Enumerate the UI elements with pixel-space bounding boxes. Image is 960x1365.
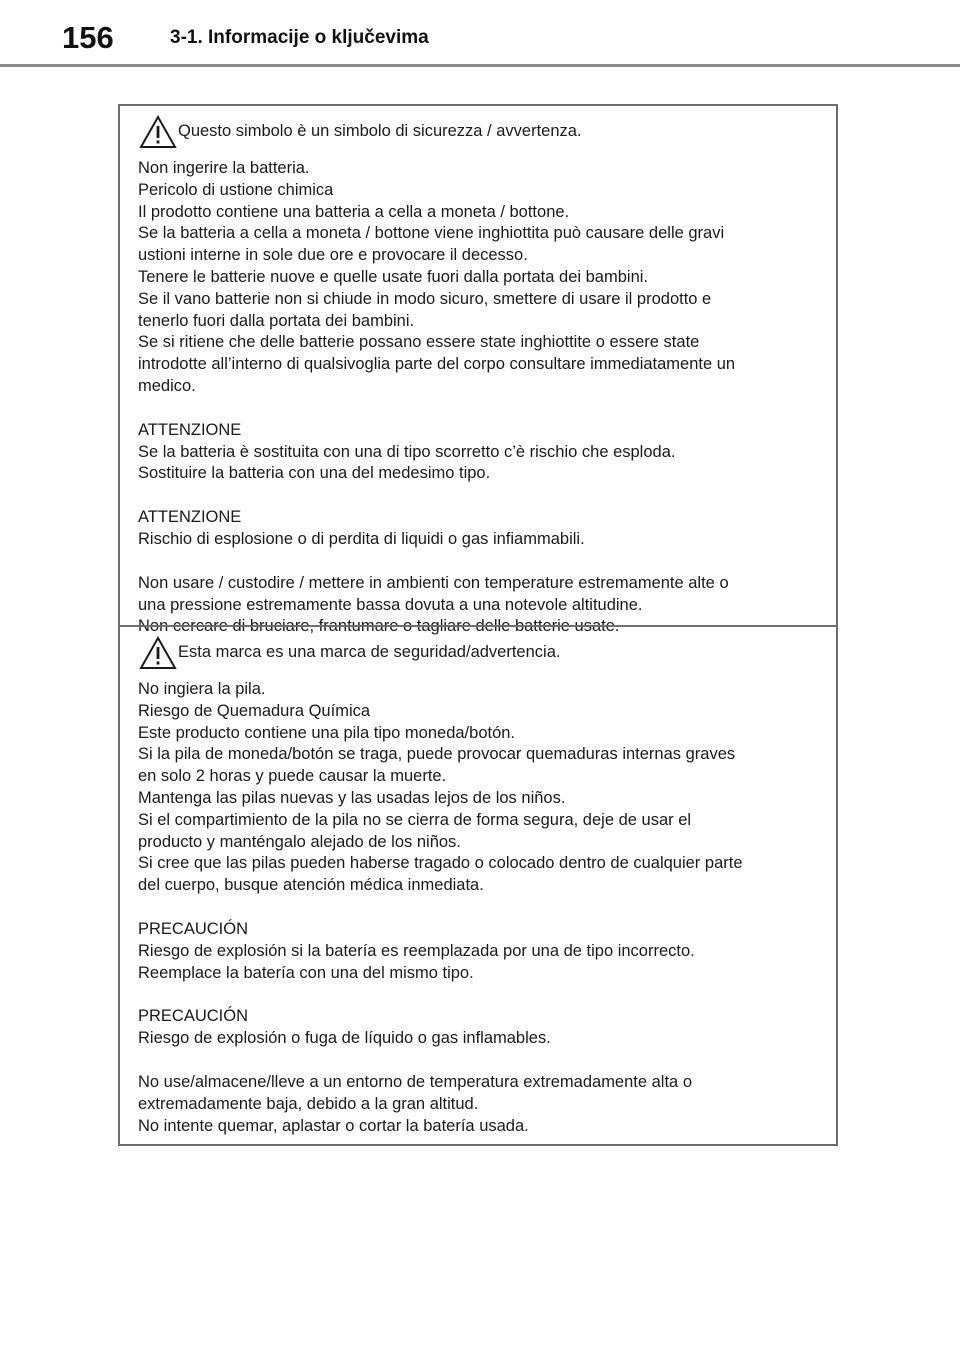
text-line: una pressione estremamente bassa dovuta a una notevole altitudine.: [138, 595, 643, 614]
page-header: [0, 0, 960, 68]
text-line: Este producto contiene una pila tipo moneda/botón.: [138, 723, 516, 742]
spanish-symbol-text: Esta marca es una marca de seguridad/advertencia.: [178, 643, 561, 661]
text-line: No intente quemar, aplastar o cortar la batería usada.: [138, 1116, 529, 1135]
text-line: Non ingerire la batteria.: [138, 159, 310, 177]
caution-heading: PRECAUCIÓN: [138, 919, 249, 938]
text-line: extremadamente baja, debido a la gran altitud.: [138, 1094, 479, 1113]
text-line: Riesgo de Quemadura Química: [138, 701, 371, 720]
spanish-block-1: [138, 679, 818, 897]
italian-block-2: [138, 420, 818, 485]
italian-warning-panel: [120, 106, 836, 636]
italian-block-3: [138, 507, 818, 551]
text-line: Non usare / custodire / mettere in ambienti con temperature estremamente alte o: [138, 573, 729, 592]
header-divider: [0, 64, 960, 67]
spanish-block-3: [138, 1006, 818, 1050]
text-line: Se la batteria a cella a moneta / bottone viene inghiottita può causare delle gravi: [138, 224, 725, 243]
text-line: Sostituire la batteria con una del medesimo tipo.: [138, 464, 491, 483]
text-line: ustioni interne in sole due ore e provocare il decesso.: [138, 246, 528, 265]
text-line: No use/almacene/lleve a un entorno de temperatura extremadamente alta o: [138, 1072, 692, 1091]
text-line: No ingiera la pila.: [138, 680, 266, 698]
text-line: Se il vano batterie non si chiude in modo sicuro, smettere di usare il prodotto e: [138, 289, 712, 308]
text-line: Non cercare di bruciare, frantumare o tagliare delle batterie usate.: [138, 617, 620, 636]
text-line: Pericolo di ustione chimica: [138, 180, 334, 199]
spanish-symbol-line: [138, 633, 818, 667]
text-line: Se la batteria è sostituita con una di tipo scorretto c’è rischio che esploda.: [138, 442, 676, 461]
italian-symbol-line: [138, 112, 818, 146]
caution-heading: ATTENZIONE: [138, 420, 242, 439]
warning-triangle-icon: [138, 114, 178, 150]
italian-symbol-text: Questo simbolo è un simbolo di sicurezza / avvertenza.: [178, 122, 582, 140]
text-line: tenerlo fuori dalla portata dei bambini.: [138, 311, 415, 330]
spanish-warning-panel: [120, 625, 836, 1144]
text-line: Riesgo de explosión si la batería es reemplazada por una de tipo incorrecto.: [138, 941, 695, 960]
text-line: Si la pila de moneda/botón se traga, puede provocar quemaduras internas graves: [138, 745, 736, 764]
page-number: 156: [62, 20, 114, 55]
text-line: Riesgo de explosión o fuga de líquido o gas inflamables.: [138, 1029, 551, 1048]
text-line: Si cree que las pilas pueden haberse tragado o colocado dentro de cualquier parte: [138, 854, 743, 873]
text-line: medico.: [138, 376, 196, 395]
text-line: producto y manténgalo alejado de los niños.: [138, 832, 461, 851]
spanish-block-2: [138, 919, 818, 984]
warning-triangle-icon: [138, 635, 178, 671]
text-line: en solo 2 horas y puede causar la muerte.: [138, 767, 447, 786]
caution-heading: PRECAUCIÓN: [138, 1007, 249, 1026]
section-title: 3-1. Informacije o ključevima: [170, 27, 429, 48]
text-line: Il prodotto contiene una batteria a cella a moneta / bottone.: [138, 202, 570, 221]
italian-block-1: [138, 158, 818, 398]
caution-heading: ATTENZIONE: [138, 508, 242, 527]
text-line: Mantenga las pilas nuevas y las usadas lejos de los niños.: [138, 788, 566, 807]
battery-warning-box: [118, 104, 838, 1146]
text-line: introdotte all’interno di qualsivoglia parte del corpo consultare immediatamente un: [138, 355, 736, 374]
text-line: Se si ritiene che delle batterie possano essere state inghiottite o essere state: [138, 333, 700, 352]
text-line: Rischio di esplosione o di perdita di liquidi o gas infiammabili.: [138, 529, 585, 548]
spanish-block-4: [138, 1072, 818, 1137]
text-line: Reemplace la batería con una del mismo tipo.: [138, 963, 474, 982]
text-line: del cuerpo, busque atención médica inmediata.: [138, 876, 484, 895]
text-line: Si el compartimiento de la pila no se cierra de forma segura, deje de usar el: [138, 810, 692, 829]
text-line: Tenere le batterie nuove e quelle usate fuori dalla portata dei bambini.: [138, 267, 649, 286]
